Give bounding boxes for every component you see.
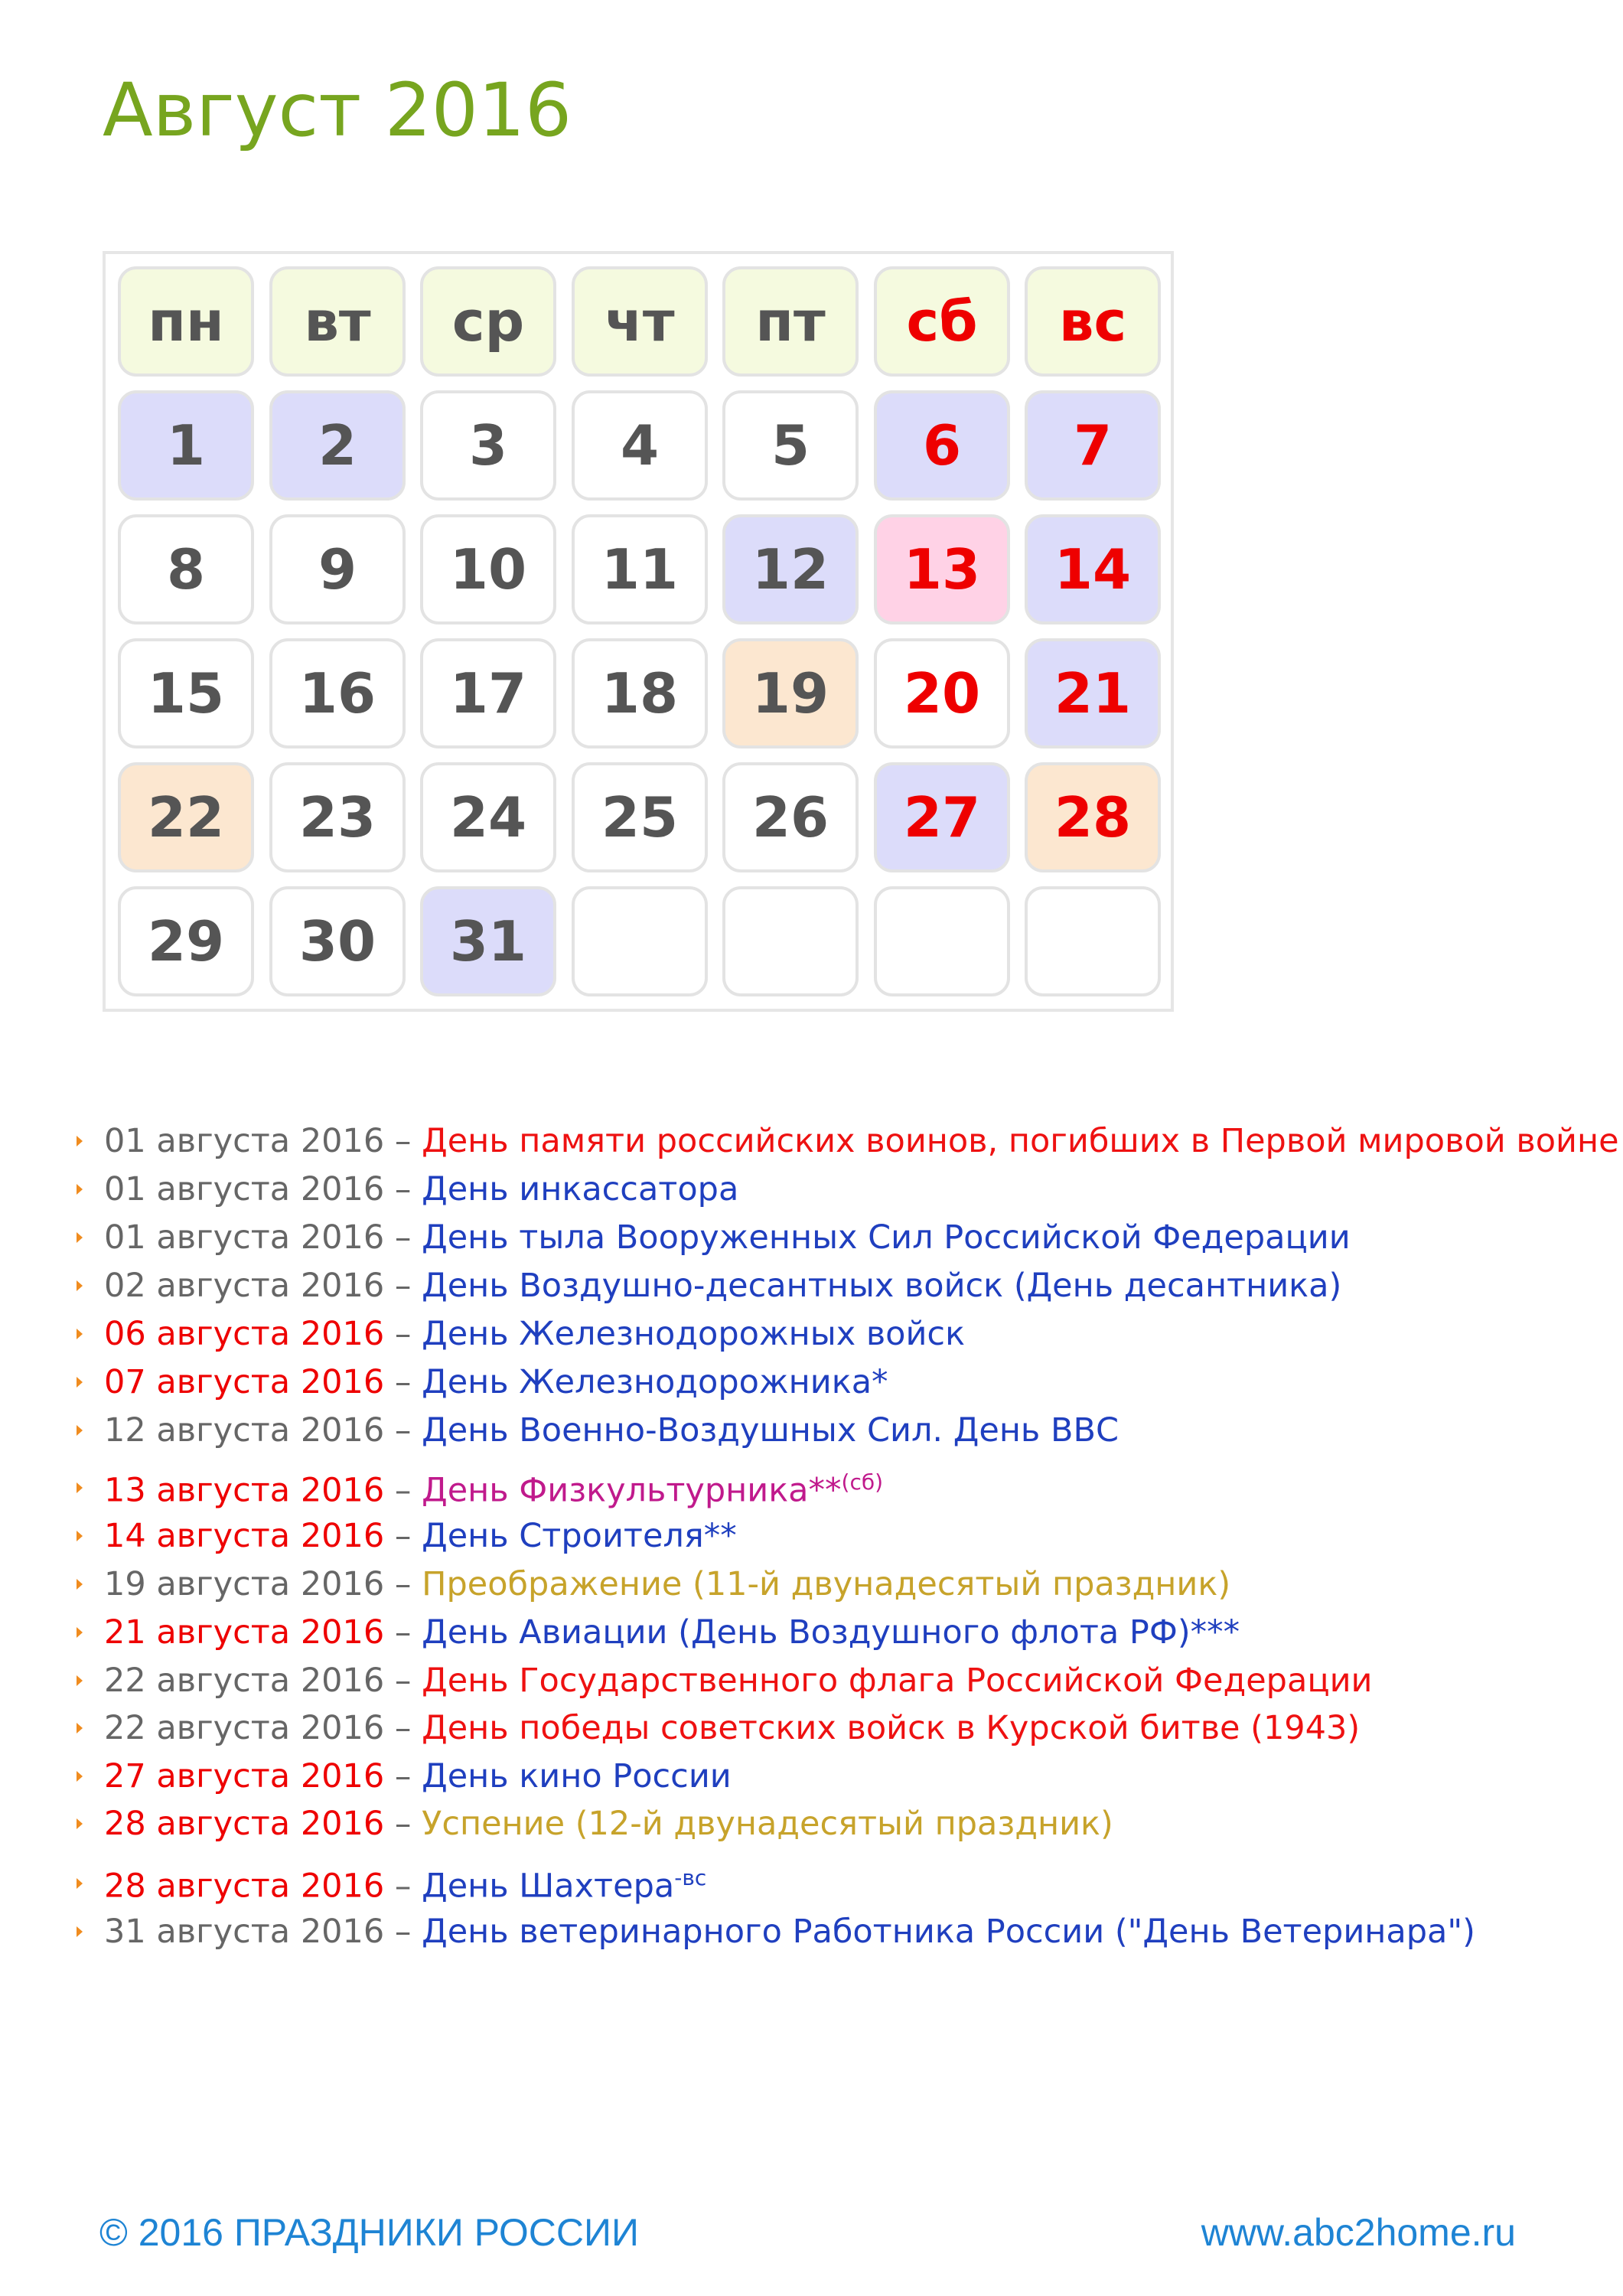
weekday-header: пн [118, 266, 254, 377]
day-cell: 17 [420, 638, 556, 748]
bullet-arrow-icon [77, 1579, 83, 1590]
event-date: 19 августа 2016 [104, 1565, 385, 1603]
event-name: День победы советских войск в Курской битве (1943) [422, 1709, 1361, 1747]
weekday-header: сб [874, 266, 1010, 377]
event-note: -вс [674, 1865, 707, 1890]
event-name: День Военно-Воздушных Сил. День ВВС [422, 1411, 1119, 1450]
day-cell: 16 [269, 638, 406, 748]
day-cell: 26 [722, 762, 859, 872]
bullet-arrow-icon [77, 1818, 83, 1829]
day-cell: 25 [572, 762, 708, 872]
day-cell: 13 [874, 514, 1010, 625]
day-cell: 1 [118, 390, 254, 501]
day-cell: 30 [269, 886, 406, 996]
event-note: (сб) [841, 1469, 884, 1495]
event-date: 28 августа 2016 [104, 1805, 385, 1843]
bullet-arrow-icon [77, 1425, 83, 1436]
day-cell: 4 [572, 390, 708, 501]
day-cell: 10 [420, 514, 556, 625]
event-date: 13 августа 2016 [104, 1471, 385, 1510]
event-date: 22 августа 2016 [104, 1709, 385, 1747]
event-date: 27 августа 2016 [104, 1757, 385, 1795]
bullet-arrow-icon [77, 1232, 83, 1243]
event-name: День кино России [422, 1757, 732, 1795]
event-name: День Шахтера [422, 1867, 675, 1906]
bullet-arrow-icon [77, 1926, 83, 1937]
event-name: День инкассатора [422, 1170, 739, 1208]
event-name: День ветеринарного Работника России ("День Ветеринара") [422, 1913, 1475, 1951]
empty-day-cell [722, 886, 859, 996]
event-name: День тыла Вооруженных Сил Российской Федерации [422, 1218, 1351, 1257]
day-cell: 29 [118, 886, 254, 996]
footer-copyright: © 2016 ПРАЗДНИКИ РОССИИ [99, 2211, 639, 2254]
bullet-arrow-icon [77, 1136, 83, 1146]
footer-website-link[interactable]: www.abc2home.ru [1201, 2211, 1516, 2254]
day-cell: 15 [118, 638, 254, 748]
day-cell: 6 [874, 390, 1010, 501]
bullet-arrow-icon [77, 1771, 83, 1782]
event-date: 07 августа 2016 [104, 1363, 385, 1401]
event-date: 01 августа 2016 [104, 1170, 385, 1208]
bullet-arrow-icon [77, 1531, 83, 1541]
weekday-header: ср [420, 266, 556, 377]
bullet-arrow-icon [77, 1329, 83, 1339]
event-date: 28 августа 2016 [104, 1867, 385, 1906]
day-cell: 23 [269, 762, 406, 872]
bullet-arrow-icon [77, 1482, 83, 1493]
day-cell: 22 [118, 762, 254, 872]
event-date: 12 августа 2016 [104, 1411, 385, 1450]
empty-day-cell [572, 886, 708, 996]
event-name: День памяти российских воинов, погибших в Первой мировой войне [422, 1122, 1619, 1160]
event-name: День Авиации (День Воздушного флота РФ)*** [422, 1613, 1240, 1652]
event-name: День Государственного флага Российской Федерации [422, 1662, 1373, 1700]
empty-day-cell [1025, 886, 1161, 996]
day-cell: 11 [572, 514, 708, 625]
calendar-grid [103, 251, 1174, 1012]
day-cell: 12 [722, 514, 859, 625]
event-date: 01 августа 2016 [104, 1218, 385, 1257]
event-date: 31 августа 2016 [104, 1913, 385, 1951]
event-date: 21 августа 2016 [104, 1613, 385, 1652]
bullet-arrow-icon [77, 1627, 83, 1638]
event-name: Преображение (11-й двунадесятый праздник) [422, 1565, 1231, 1603]
page-title: Август 2016 [103, 67, 572, 153]
day-cell: 3 [420, 390, 556, 501]
event-name: День Железнодорожных войск [422, 1315, 966, 1353]
bullet-arrow-icon [77, 1377, 83, 1388]
bullet-arrow-icon [77, 1184, 83, 1195]
event-date: 22 августа 2016 [104, 1662, 385, 1700]
event-name: День Строителя** [422, 1517, 737, 1555]
bullet-arrow-icon [77, 1675, 83, 1686]
event-date: 06 августа 2016 [104, 1315, 385, 1353]
event-date: 01 августа 2016 [104, 1122, 385, 1160]
event-name: День Физкультурника** [422, 1471, 842, 1510]
event-date: 14 августа 2016 [104, 1517, 385, 1555]
day-cell: 5 [722, 390, 859, 501]
day-cell: 28 [1025, 762, 1161, 872]
weekday-header: вс [1025, 266, 1161, 377]
event-date: 02 августа 2016 [104, 1267, 385, 1305]
day-cell: 8 [118, 514, 254, 625]
day-cell: 31 [420, 886, 556, 996]
day-cell: 24 [420, 762, 556, 872]
day-cell: 14 [1025, 514, 1161, 625]
event-name: День Воздушно-десантных войск (День десантника) [422, 1267, 1342, 1305]
bullet-arrow-icon [77, 1280, 83, 1291]
bullet-arrow-icon [77, 1723, 83, 1733]
day-cell: 18 [572, 638, 708, 748]
weekday-header: чт [572, 266, 708, 377]
day-cell: 7 [1025, 390, 1161, 501]
weekday-header: пт [722, 266, 859, 377]
empty-day-cell [874, 886, 1010, 996]
weekday-header: вт [269, 266, 406, 377]
day-cell: 9 [269, 514, 406, 625]
event-name: Успение (12-й двунадесятый праздник) [422, 1805, 1113, 1843]
day-cell: 27 [874, 762, 1010, 872]
day-cell: 19 [722, 638, 859, 748]
bullet-arrow-icon [77, 1878, 83, 1889]
day-cell: 21 [1025, 638, 1161, 748]
event-name: День Железнодорожника* [422, 1363, 888, 1401]
day-cell: 2 [269, 390, 406, 501]
day-cell: 20 [874, 638, 1010, 748]
